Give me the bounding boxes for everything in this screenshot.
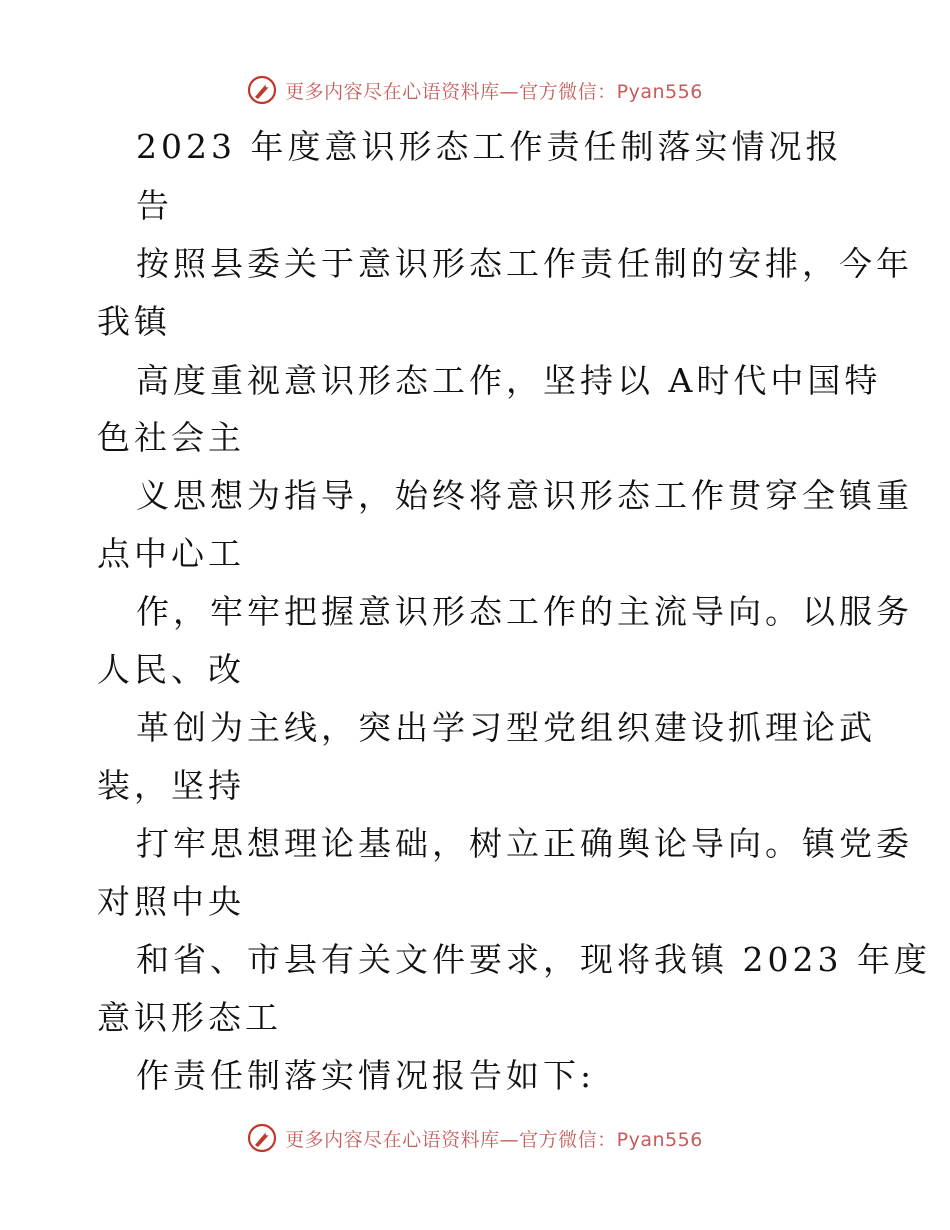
paragraph-line: 色社会主 (97, 418, 245, 457)
title-line-continued: 告 (136, 186, 173, 225)
paragraph-line: 革创为主线，突出学习型党组织建设抓理论武 (136, 708, 876, 747)
pen-nib-logo-icon (247, 75, 277, 105)
title-line: 2023 年度意识形态工作责任制落实情况报 (136, 127, 843, 166)
paragraph-line: 对照中央 (97, 882, 245, 921)
paragraph-line: 我镇 (97, 302, 171, 341)
header-watermark (0, 70, 950, 110)
watermark-text: 更多内容尽在心语资料库—官方微信：Pyan556 (285, 1128, 703, 1151)
paragraph-line: 打牢思想理论基础，树立正确舆论导向。镇党委 (136, 824, 913, 863)
paragraph-line: 人民、改 (97, 650, 245, 689)
footer-watermark (0, 1118, 950, 1158)
paragraph-line: 义思想为指导，始终将意识形态工作贯穿全镇重 (136, 476, 913, 515)
paragraph-line: 装，坚持 (97, 766, 245, 805)
paragraph-line: 意识形态工 (97, 998, 282, 1037)
paragraph-line: 高度重视意识形态工作，坚持以 A时代中国特 (136, 361, 882, 400)
paragraph-line: 点中心工 (97, 534, 245, 573)
pen-nib-logo-icon (247, 1123, 277, 1153)
watermark-text: 更多内容尽在心语资料库—官方微信：Pyan556 (285, 80, 703, 103)
paragraph-line: 和省、市县有关文件要求，现将我镇 2023 年度 (136, 940, 931, 979)
paragraph-line: 作责任制落实情况报告如下: (136, 1056, 596, 1095)
paragraph-line: 按照县委关于意识形态工作责任制的安排，今年 (136, 244, 913, 283)
paragraph-line: 作，牢牢把握意识形态工作的主流导向。以服务 (136, 592, 913, 631)
